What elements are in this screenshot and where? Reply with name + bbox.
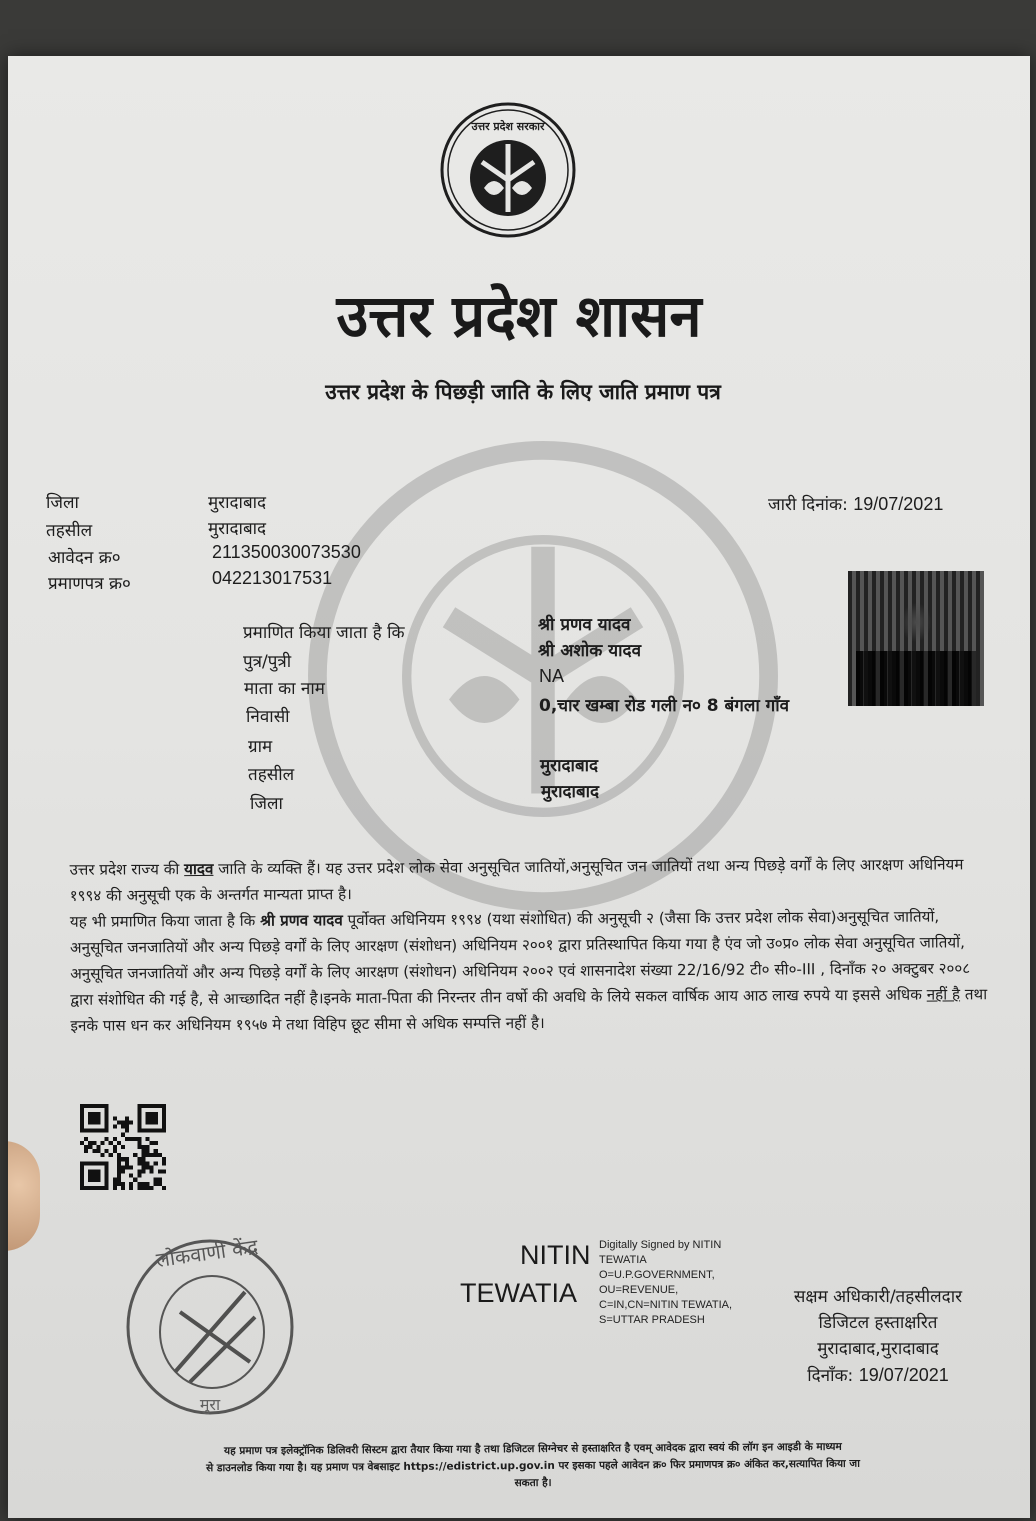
tehsil-value: मुरादाबाद <box>208 519 267 539</box>
issue-date-value: 19/07/2021 <box>853 494 944 514</box>
certify-label: प्रमाणित किया जाता है कि <box>243 623 405 643</box>
issue-date <box>768 492 943 515</box>
stamp-bottom-text: मुरा <box>199 1395 221 1414</box>
stamp-text: लोकवाणी केंद्र <box>154 1234 260 1273</box>
officer-title: सक्षम अधिकारी/तहसीलदार <box>793 1287 963 1307</box>
body-p2-a: यह भी प्रमाणित किया जाता है कि <box>69 911 261 931</box>
district-value: मुरादाबाद <box>208 493 267 513</box>
signer-name-line1: NITIN <box>520 1240 591 1270</box>
district-label: जिला <box>46 493 79 513</box>
detail-tehsil-value: मुरादाबाद <box>540 756 599 776</box>
officer-date-value: 19/07/2021 <box>858 1365 949 1385</box>
detail-district-value: मुरादाबाद <box>541 782 600 802</box>
resident-value: 0,चार खम्बा रोड गली न० 8 बंगला गाँव <box>539 696 790 716</box>
qr-code[interactable] <box>80 1104 166 1190</box>
certificate-label: प्रमाणपत्र क्र० <box>48 574 131 594</box>
officer-place: मुरादाबाद,मुरादाबाद <box>817 1339 939 1359</box>
signature-details: Digitally Signed by NITIN TEWATIA O=U.P.GOVERNMENT, OU=REVENUE, C=IN,CN=NITIN TEWATIA, S=UTTAR PRADESH <box>599 1239 733 1326</box>
detail-district-label: जिला <box>250 794 283 814</box>
officer-digital: डिजिटल हस्ताक्षरित <box>818 1313 938 1333</box>
village-label: ग्राम <box>248 737 273 757</box>
sub-title: उत्तर प्रदेश के पिछड़ी जाति के लिए जाति प्रमाण पत्र <box>325 380 721 404</box>
footer-line3: सकता है। <box>514 1476 552 1490</box>
certificate-body <box>69 851 990 1039</box>
officer-block <box>748 1284 1008 1389</box>
footer-line1: यह प्रमाण पत्र इलेक्ट्रॉनिक डिलिवरी सिस्टम द्वारा तैयार किया गया है तथा डिजिटल सिग्नेचर से हस्ताक्षरित है एवम् आवेदक द्वारा स्वयं की लॉग इन आइडी के माध्यम <box>223 1440 842 1458</box>
son-value: श्री अशोक यादव <box>538 641 642 661</box>
applicant-photo <box>848 571 984 706</box>
son-label: पुत्र/पुत्री <box>243 652 292 672</box>
certificate-page <box>8 56 1030 1518</box>
footer-line2: से डाउनलोड किया गया है। यह प्रमाण पत्र वेबसाइट https://edistrict.up.gov.in पर इसका पहले आवेदन क्र० फिर प्रमाणपत्र क्र० अंकित कर,सत्यापित किया जा <box>206 1457 860 1475</box>
lokvani-stamp <box>120 1232 300 1422</box>
mother-label: माता का नाम <box>244 679 325 699</box>
body-name: श्री प्रणव यादव <box>260 911 343 930</box>
application-label: आवेदन क्र० <box>48 548 121 568</box>
detail-tehsil-label: तहसील <box>248 765 295 785</box>
mother-value: NA <box>539 666 565 686</box>
officer-date-label: दिनाँक: <box>807 1366 854 1386</box>
up-government-emblem <box>438 100 578 240</box>
issue-date-label: जारी दिनांक: <box>768 495 848 515</box>
finger <box>8 1141 40 1251</box>
resident-label: निवासी <box>246 707 290 727</box>
body-p1-b: जाति के व्यक्ति हैं। यह उत्तर प्रदेश लोक सेवा अनुसूचित जातियों,अनुसूचित जन जातियों तथा अन्य पिछड़े वर्गों के लिए आरक्षण अधिनियम १९९४ की अनुसूची एक के अन्तर्गत मान्यता प्राप्त है। <box>69 855 964 905</box>
footer-note <box>78 1438 988 1495</box>
officer-date <box>748 1362 1008 1389</box>
body-p1-a: उत्तर प्रदेश राज्य की <box>69 860 185 879</box>
emblem-text: उत्तर प्रदेश सरकार <box>471 120 545 133</box>
body-p2-b: पूर्वोक्त अधिनियम १९९४ (यथा संशोधित) की अनुसूची २ (जैसा कि उत्तर प्रदेश लोक सेवा)अनुसूचित जातियों, अनुसूचित जनजातियों और अन्य पिछड़े वर्गों के लिए आरक्षण (संशोधन) अधिनियम २००१ द्वारा प्रतिस्थापित किया गया है एंव जो उ०प्र० लोक सेवा अनुसूचित जातियों, अनुसूचित जनजातियों और अन्य पिछड़े वर्गों के लिए आरक्षण (संशोधन) अधिनियम २००२ एवं शासनादेश संख्या 22/16/92 टी० सी०-III , दिनाँक २० अक्टुबर २००८ द्वारा संशोधित की गई है, से आच्छादित नहीं है।इनके माता-पिता की निरन्तर तीन वर्षो की अवधि के लिये सकल वार्षिक आय आठ लाख रुपये या इससे अधिक <box>69 907 971 1009</box>
signer-name-line2: TEWATIA <box>460 1278 577 1308</box>
application-number: 211350030073530 <box>212 542 361 562</box>
certificate-number: 042213017531 <box>212 568 333 588</box>
main-title: उत्तर प्रदेश शासन <box>336 282 702 350</box>
body-caste: यादव <box>184 859 214 879</box>
tehsil-label: तहसील <box>46 521 93 541</box>
body-not: नहीं है <box>926 985 961 1004</box>
certify-value: श्री प्रणव यादव <box>538 615 631 635</box>
body-p2-c: तथा इनके पास धन कर अधिनियम १९५७ मे तथा विहिप छूट सीमा से अधिक सम्पत्ति नहीं है। <box>70 985 988 1035</box>
